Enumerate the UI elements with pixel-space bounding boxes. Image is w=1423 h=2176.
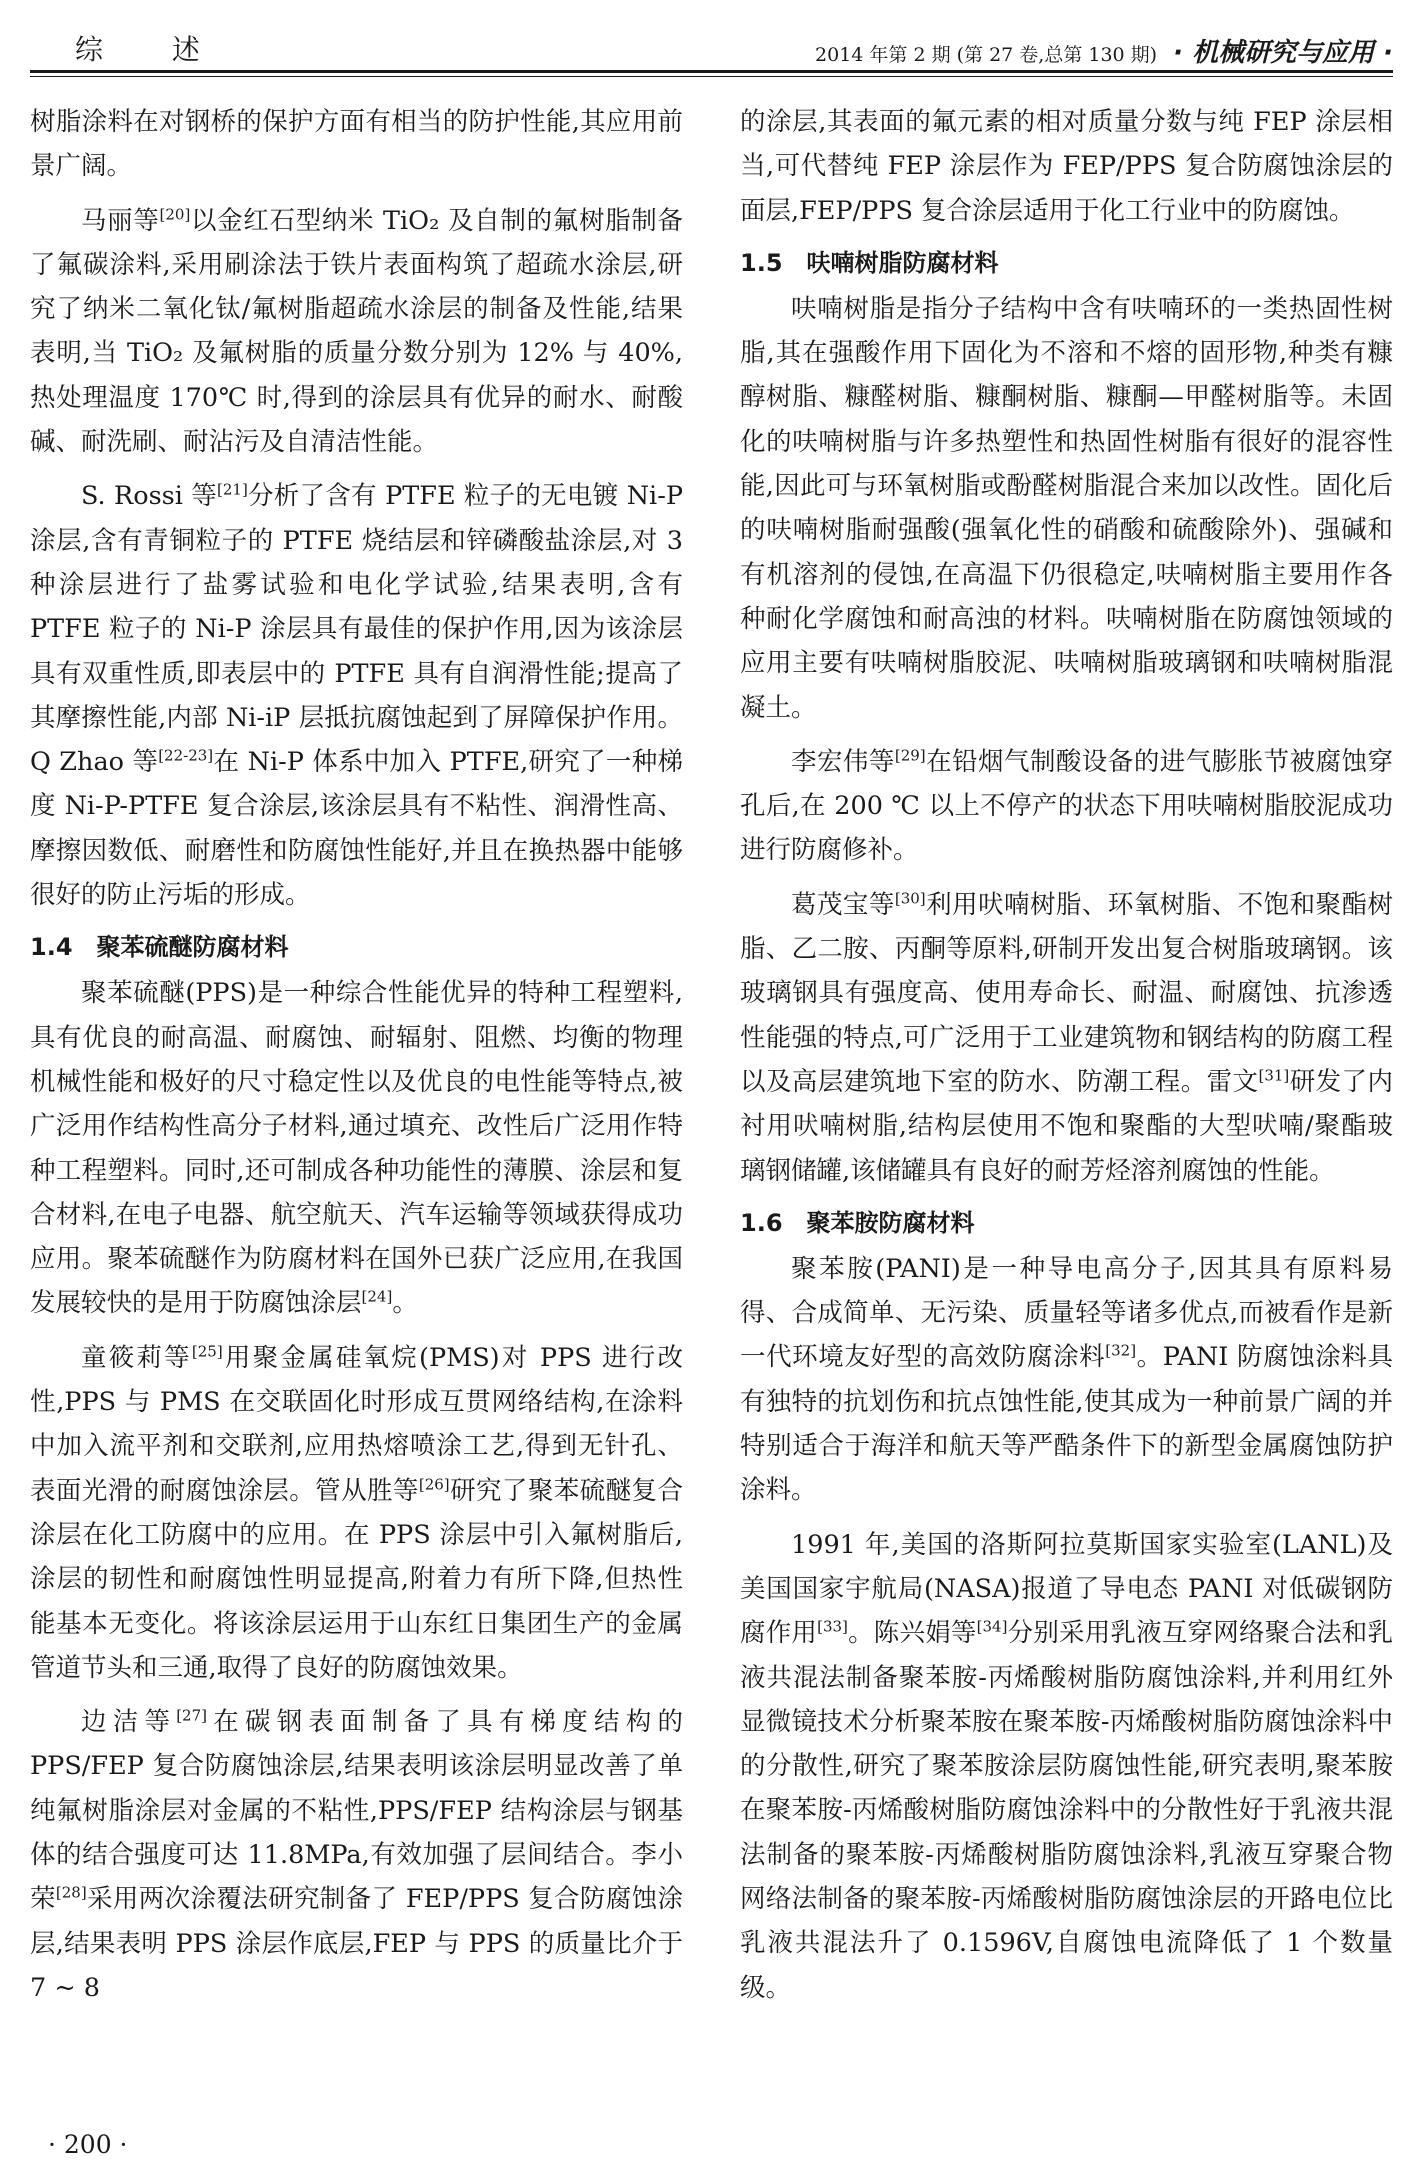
page-number: · 200 · bbox=[48, 2130, 128, 2159]
citation: [26] bbox=[418, 1475, 450, 1494]
citation: [28] bbox=[55, 1883, 87, 1902]
section-label: 综 述 bbox=[75, 33, 230, 66]
citation: [20] bbox=[159, 205, 191, 224]
paragraph: 聚苯硫醚(PPS)是一种综合性能优异的特种工程塑料,具有优良的耐高温、耐腐蚀、耐辐射、阻燃、均衡的物理机械性能和极好的尺寸稳定性以及优良的电性能等特点,被广泛用作结构性高分子材料,通过填充、改性后广泛用作特种工程塑料。同时,还可制成各种功能性的薄膜、涂层和复合材料,在电子电器、航空航天、汽车运输等领域获得成功应用。聚苯硫醚作为防腐材料在国外已获广泛应用,在我国发展较快的是用于防腐蚀涂层[24]。 bbox=[30, 978, 683, 1319]
header-rule-thin bbox=[30, 76, 1393, 77]
citation: [24] bbox=[361, 1287, 393, 1306]
issue-info: 2014 年第 2 期 (第 27 卷,总第 130 期) bbox=[815, 44, 1158, 66]
journal-title: · 机械研究与应用 · bbox=[1173, 38, 1393, 68]
citation: [27] bbox=[176, 1706, 207, 1725]
paragraph: 呋喃树脂是指分子结构中含有呋喃环的一类热固性树脂,其在强酸作用下固化为不溶和不熔的固形物,种类有糠醇树脂、糠醛树脂、糠酮树脂、糠酮—甲醛树脂等。未固化的呋喃树脂与许多热塑性和热固性树脂有很好的混容性能,因此可与环氧树脂或酚醛树脂混合来加以改性。固化后的呋喃树脂耐强酸(强氧化性的硝酸和硫酸除外)、强碱和有机溶剂的侵蚀,在高温下仍很稳定,呋喃树脂主要用作各种耐化学腐蚀和耐高浊的材料。呋喃树脂在防腐蚀领域的应用主要有呋喃树脂胶泥、呋喃树脂玻璃钢和呋喃树脂混凝土。 bbox=[740, 293, 1393, 723]
citation: [33] bbox=[817, 1617, 848, 1636]
citation: [30] bbox=[894, 889, 926, 908]
paragraph: 童筱莉等[25]用聚金属硅氧烷(PMS)对 PPS 进行改性,PPS 与 PMS 在交联固化时形成互贯网络结构,在涂料中加入流平剂和交联剂,应用热熔喷涂工艺,得到无针孔、表面光滑的耐腐蚀涂层。管从胜等[26]研究了聚苯硫醚复合涂层在化工防腐中的应用。在 PPS 涂层中引入氟树脂后,涂层的韧性和耐腐蚀性明显提高,附着力有所下降,但热性能基本无变化。将该涂层运用于山东红日集团生产的金属管道节头和三通,取得了良好的防腐蚀效果。 bbox=[30, 1342, 683, 1683]
header-rule bbox=[30, 70, 1393, 73]
citation: [25] bbox=[191, 1342, 223, 1361]
citation: [31] bbox=[1258, 1066, 1290, 1085]
paragraph: 的涂层,其表面的氟元素的相对质量分数与纯 FEP 涂层相当,可代替纯 FEP 涂层作为 FEP/PPS 复合防腐蚀涂层的面层,FEP/PPS 复合涂层适用于化工行业中的防腐蚀。 bbox=[740, 107, 1393, 226]
citation: [29] bbox=[894, 746, 926, 765]
paragraph: 树脂涂料在对钢桥的保护方面有相当的防护性能,其应用前景广阔。 bbox=[30, 107, 683, 182]
paragraph: 边洁等[27]在碳钢表面制备了具有梯度结构的 PPS/FEP 复合防腐蚀涂层,结果表明该涂层明显改善了单纯氟树脂涂层对金属的不粘性,PPS/FEP 结构涂层与钢基体的结合强度可达 11.8MPa,有效加强了层间结合。李小荣[28]采用两次涂覆法研究制备了 FEP/PPS 复合防腐蚀涂层,结果表明 PPS 涂层作底层,FEP 与 PPS 的质量比介于 7 ~ 8 bbox=[30, 1706, 683, 2003]
left-column bbox=[30, 100, 683, 2020]
paragraph: 马丽等[20]以金红石型纳米 TiO₂ 及自制的氟树脂制备了氟碳涂料,采用刷涂法于铁片表面构筑了超疏水涂层,研究了纳米二氧化钛/氟树脂超疏水涂层的制备及性能,结果表明,当 TiO₂ 及氟树脂的质量分数分别为 12% 与 40%,热处理温度 170℃ 时,得到的涂层具有优异的耐水、耐酸碱、耐洗刷、耐沾污及自清洁性能。 bbox=[30, 205, 683, 458]
paragraph: 李宏伟等[29]在铅烟气制酸设备的进气膨胀节被腐蚀穿孔后,在 200 ℃ 以上不停产的状态下用呋喃树脂胶泥成功进行防腐修补。 bbox=[740, 746, 1393, 866]
paragraph: S. Rossi 等[21]分析了含有 PTFE 粒子的无电镀 Ni-P 涂层,含有青铜粒子的 PTFE 烧结层和锌磷酸盐涂层,对 3 种涂层进行了盐雾试验和电化学试验,结果表明,含有 PTFE 粒子的 Ni-P 涂层具有最佳的保护作用,因为该涂层具有双重性质,即表层中的 PTFE 具有自润滑性能;提高了其摩擦性能,内部 Ni-iP 层抵抗腐蚀起到了屏障保护作用。Q Zhao 等[22-23]在 Ni-P 体系中加入 PTFE,研究了一种梯度 Ni-P-PTFE 复合涂层,该涂层具有不粘性、润滑性高、摩擦因数低、耐磨性和防腐蚀性能好,并且在换热器中能够很好的防止污垢的形成。 bbox=[30, 480, 683, 911]
journal-info bbox=[815, 32, 1393, 69]
right-column bbox=[740, 100, 1393, 2020]
citation: [21] bbox=[217, 480, 248, 499]
paragraph: 聚苯胺(PANI)是一种导电高分子,因其具有原料易得、合成简单、无污染、质量轻等诸多优点,而被看作是新一代环境友好型的高效防腐涂料[32]。PANI 防腐蚀涂料具有独特的抗划伤和抗点蚀性能,使其成为一种前景广阔的并特别适合于海洋和航天等严酷条件下的新型金属腐蚀防护涂料。 bbox=[740, 1253, 1393, 1506]
paragraph: 1991 年,美国的洛斯阿拉莫斯国家实验室(LANL)及美国国家宇航局(NASA)报道了导电态 PANI 对低碳钢防腐作用[33]。陈兴娟等[34]分别采用乳液互穿网络聚合法和乳液共混法制备聚苯胺-丙烯酸树脂防腐蚀涂料,并利用红外显微镜技术分析聚苯胺在聚苯胺-丙烯酸树脂防腐蚀涂料中的分散性,研究了聚苯胺涂层防腐蚀性能,研究表明,聚苯胺在聚苯胺-丙烯酸树脂防腐蚀涂料中的分散性好于乳液共混法制备的聚苯胺-丙烯酸树脂防腐蚀涂料,乳液互穿聚合物网络法制备的聚苯胺-丙烯酸树脂防腐蚀涂层的开路电位比乳液共混法升了 0.1596V,自腐蚀电流降低了 1 个数量级。 bbox=[740, 1529, 1393, 2003]
citation: [32] bbox=[1105, 1341, 1137, 1360]
section-heading: 1.6 聚苯胺防腐材料 bbox=[740, 1208, 975, 1237]
section-heading: 1.5 呋喃树脂防腐材料 bbox=[740, 248, 999, 277]
paragraph: 葛茂宝等[30]利用吠喃树脂、环氧树脂、不饱和聚酯树脂、乙二胺、丙酮等原料,研制开发出复合树脂玻璃钢。该玻璃钢具有强度高、使用寿命长、耐温、耐腐蚀、抗渗透性能强的特点,可广泛用于工业建筑物和钢结构的防腐工程以及高层建筑地下室的防水、防潮工程。雷文[31]研发了内衬用吠喃树脂,结构层使用不饱和聚酯的大型吠喃/聚酯玻璃钢储罐,该储罐具有良好的耐芳烃溶剂腐蚀的性能。 bbox=[740, 889, 1393, 1186]
page-header bbox=[30, 22, 1393, 70]
section-heading: 1.4 聚苯硫醚防腐材料 bbox=[30, 933, 289, 962]
citation: [34] bbox=[976, 1617, 1008, 1636]
citation: [22-23] bbox=[158, 746, 214, 765]
